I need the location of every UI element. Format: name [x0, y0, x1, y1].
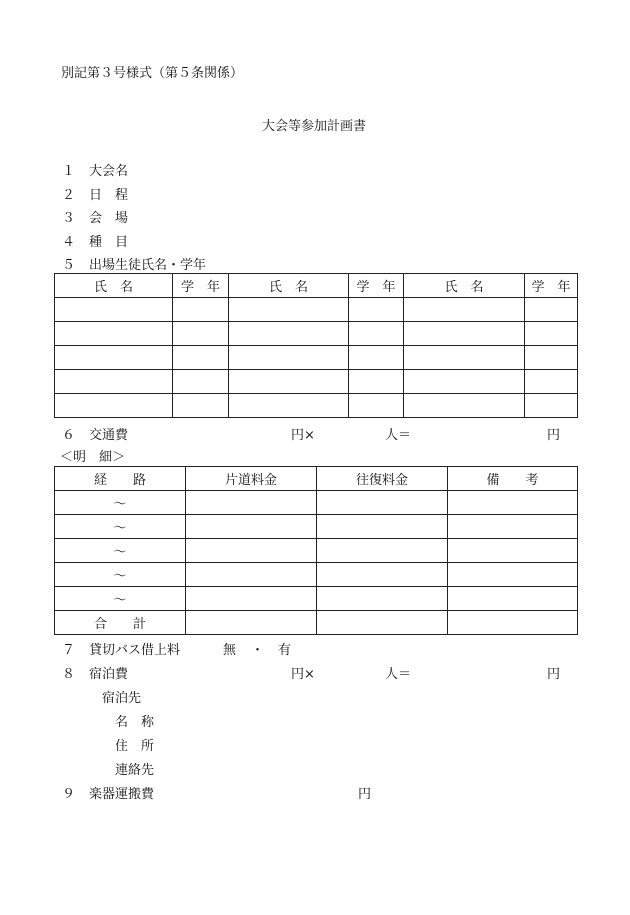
detail-header-one-way: 片道料金	[186, 467, 317, 491]
item-8-label: 宿泊費	[89, 667, 129, 682]
students-row	[55, 322, 578, 346]
student-name-cell[interactable]	[404, 346, 525, 370]
item-9-number: ９	[62, 787, 76, 802]
detail-total-row	[55, 611, 578, 635]
item-6-yen: 円	[547, 428, 561, 443]
route-tilde[interactable]: 〜	[55, 563, 186, 587]
route-tilde[interactable]: 〜	[55, 539, 186, 563]
route-tilde[interactable]: 〜	[55, 491, 186, 515]
bus-option-separator: ・	[251, 643, 265, 658]
student-grade-cell[interactable]	[173, 298, 229, 322]
student-name-cell[interactable]	[404, 370, 525, 394]
item-8-yen-times: 円×	[291, 667, 315, 682]
bus-option-none[interactable]: 無	[223, 643, 237, 658]
form-label: 別記第３号様式（第５条関係）	[61, 66, 244, 81]
item-6-yen-times: 円×	[291, 428, 315, 443]
bus-option-yes[interactable]: 有	[278, 643, 292, 658]
route-tilde[interactable]: 〜	[55, 515, 186, 539]
lodging-contact-label: 連絡先	[115, 763, 155, 778]
item-2-label: 日 程	[89, 188, 129, 203]
detail-header-remarks: 備 考	[448, 467, 578, 491]
student-name-cell[interactable]	[229, 346, 349, 370]
students-header-name: 氏 名	[229, 274, 349, 298]
item-3-number: ３	[62, 211, 76, 226]
student-grade-cell[interactable]	[349, 346, 404, 370]
item-9-label: 楽器運搬費	[89, 787, 155, 802]
student-grade-cell[interactable]	[349, 298, 404, 322]
student-name-cell[interactable]	[55, 322, 173, 346]
students-table	[54, 273, 578, 418]
student-grade-cell[interactable]	[525, 370, 578, 394]
student-name-cell[interactable]	[404, 322, 525, 346]
one-way-fare-cell[interactable]	[186, 563, 317, 587]
remarks-cell[interactable]	[448, 515, 578, 539]
detail-row	[55, 563, 578, 587]
item-5-label: 出場生徒氏名・学年	[89, 258, 207, 273]
item-1-number: １	[62, 164, 76, 179]
item-6-label: 交通費	[89, 428, 129, 443]
total-label: 合 計	[55, 611, 186, 635]
route-tilde[interactable]: 〜	[55, 587, 186, 611]
lodging-heading: 宿泊先	[102, 691, 142, 706]
remarks-cell[interactable]	[448, 587, 578, 611]
one-way-fare-cell[interactable]	[186, 587, 317, 611]
students-header-name: 氏 名	[404, 274, 525, 298]
students-row	[55, 370, 578, 394]
student-grade-cell[interactable]	[525, 322, 578, 346]
student-name-cell[interactable]	[229, 322, 349, 346]
lodging-address-label: 住 所	[115, 739, 155, 754]
round-trip-fare-cell[interactable]	[317, 587, 448, 611]
lodging-name-label: 名 称	[115, 715, 155, 730]
detail-table	[54, 466, 578, 635]
students-header-grade: 学 年	[349, 274, 404, 298]
item-6-number: ６	[62, 428, 76, 443]
detail-header-round-trip: 往復料金	[317, 467, 448, 491]
item-4-label: 種 目	[89, 235, 129, 250]
student-grade-cell[interactable]	[173, 370, 229, 394]
item-4-number: ４	[62, 235, 76, 250]
item-7-label: 貸切バス借上料	[89, 643, 181, 658]
item-9-yen: 円	[358, 787, 372, 802]
remarks-cell[interactable]	[448, 491, 578, 515]
students-header-row	[55, 274, 578, 298]
detail-row	[55, 491, 578, 515]
round-trip-fare-cell[interactable]	[317, 563, 448, 587]
remarks-cell[interactable]	[448, 563, 578, 587]
student-name-cell[interactable]	[229, 298, 349, 322]
round-trip-fare-cell[interactable]	[317, 491, 448, 515]
student-name-cell[interactable]	[55, 346, 173, 370]
student-name-cell[interactable]	[404, 394, 525, 418]
one-way-fare-cell[interactable]	[186, 539, 317, 563]
student-grade-cell[interactable]	[173, 346, 229, 370]
one-way-fare-cell[interactable]	[186, 491, 317, 515]
item-3-label: 会 場	[89, 211, 129, 226]
students-row	[55, 394, 578, 418]
student-grade-cell[interactable]	[349, 322, 404, 346]
students-row	[55, 298, 578, 322]
student-grade-cell[interactable]	[349, 394, 404, 418]
round-trip-fare-cell[interactable]	[317, 515, 448, 539]
detail-header-row	[55, 467, 578, 491]
student-grade-cell[interactable]	[173, 394, 229, 418]
detail-header-route: 経 路	[55, 467, 186, 491]
student-name-cell[interactable]	[55, 394, 173, 418]
student-grade-cell[interactable]	[525, 346, 578, 370]
detail-label: ＜明 細＞	[60, 450, 126, 465]
item-6-people-equals: 人＝	[385, 428, 412, 443]
student-name-cell[interactable]	[404, 298, 525, 322]
student-grade-cell[interactable]	[173, 322, 229, 346]
students-row	[55, 346, 578, 370]
total-one-way-cell[interactable]	[186, 611, 317, 635]
remarks-cell[interactable]	[448, 539, 578, 563]
round-trip-fare-cell[interactable]	[317, 539, 448, 563]
one-way-fare-cell[interactable]	[186, 515, 317, 539]
total-remarks-cell[interactable]	[448, 611, 578, 635]
student-name-cell[interactable]	[229, 370, 349, 394]
students-header-name: 氏 名	[55, 274, 173, 298]
students-header-grade: 学 年	[525, 274, 578, 298]
student-name-cell[interactable]	[55, 370, 173, 394]
students-header-grade: 学 年	[173, 274, 229, 298]
student-grade-cell[interactable]	[525, 394, 578, 418]
student-name-cell[interactable]	[229, 394, 349, 418]
document-title: 大会等参加計画書	[262, 119, 367, 134]
item-8-yen: 円	[547, 667, 561, 682]
student-grade-cell[interactable]	[349, 370, 404, 394]
item-8-people-equals: 人＝	[385, 667, 412, 682]
item-1-label: 大会名	[89, 164, 129, 179]
total-round-trip-cell[interactable]	[317, 611, 448, 635]
detail-row	[55, 587, 578, 611]
item-2-number: ２	[62, 188, 76, 203]
detail-row	[55, 539, 578, 563]
student-grade-cell[interactable]	[525, 298, 578, 322]
detail-row	[55, 515, 578, 539]
item-5-number: ５	[62, 258, 76, 273]
item-7-number: ７	[62, 643, 76, 658]
item-8-number: ８	[62, 667, 76, 682]
student-name-cell[interactable]	[55, 298, 173, 322]
